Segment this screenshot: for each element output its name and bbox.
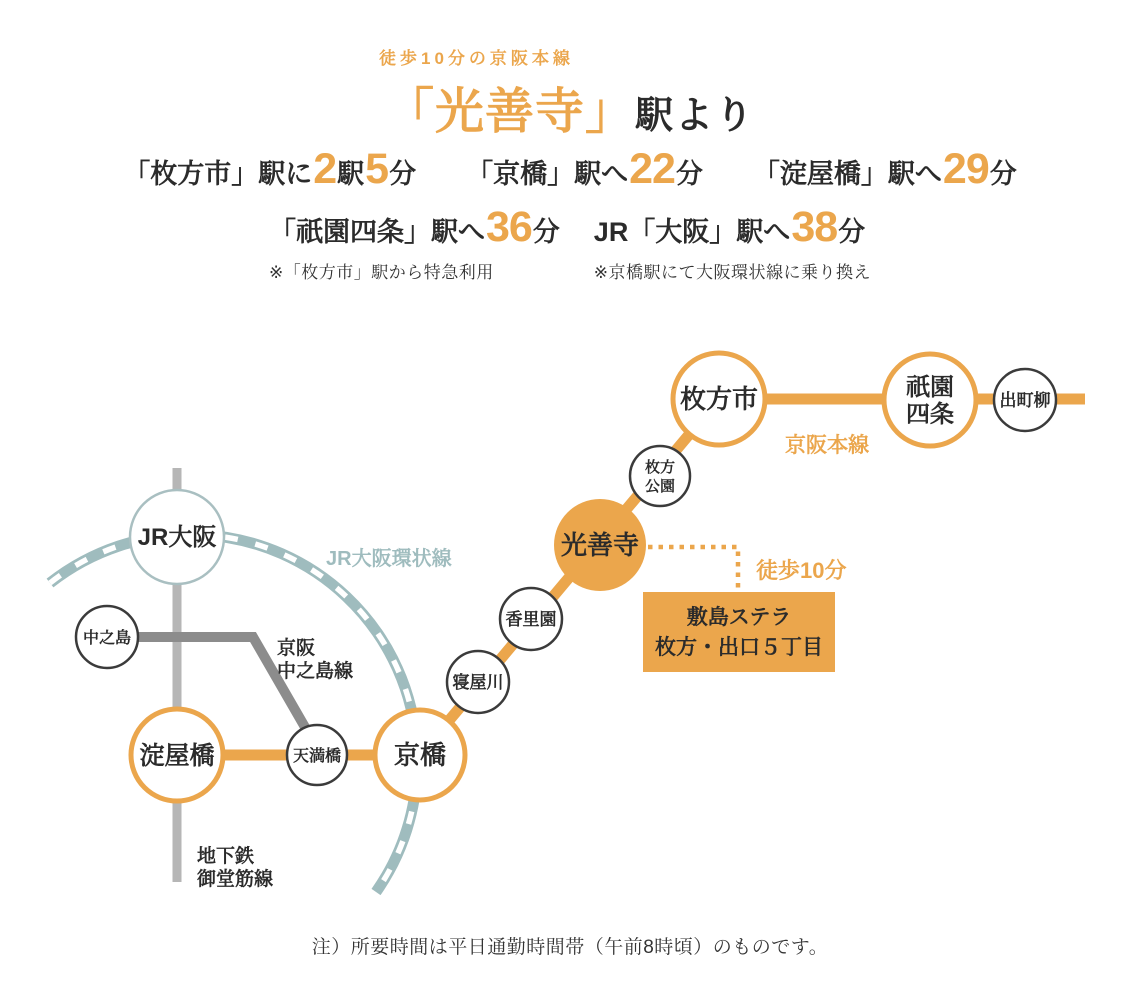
keihan-main-line-label: 京阪本線: [785, 434, 869, 457]
title-suffix: 駅より: [635, 95, 756, 137]
route-map-diagram: [0, 340, 1140, 915]
route-number: 5: [365, 145, 389, 193]
walk-dotted-line: [648, 547, 738, 588]
station-hirakata-koen: [630, 446, 690, 506]
station-label-line2: 四条: [906, 401, 954, 428]
jr-loop-line-label: JR大阪環状線: [326, 548, 452, 570]
station-kyobashi: [375, 710, 465, 800]
station-temmabashi: [287, 725, 347, 785]
station-label-line2: 公園: [644, 478, 676, 495]
station-label: 京橋: [393, 740, 447, 770]
route-yodoyabashi: [752, 145, 1017, 193]
station-kozenji: [554, 499, 646, 591]
title-subtitle: 徒歩10分の京阪本線: [378, 49, 574, 68]
destination-box: [643, 592, 835, 672]
route-text: 分: [532, 217, 560, 247]
routes-row-1: [0, 145, 1140, 193]
station-label: 淀屋橋: [139, 742, 215, 770]
station-jr-osaka: [130, 490, 224, 584]
station-label-line1: 祇園: [906, 374, 954, 401]
station-neyagawa: [447, 651, 509, 713]
route-text: 「京橋」駅へ: [466, 159, 629, 189]
route-number: 38: [791, 203, 838, 251]
route-kyobashi: [466, 145, 703, 193]
destination-name-line1: 敷島ステラ: [686, 606, 792, 629]
station-label: 光善寺: [560, 530, 640, 560]
title-line: [385, 73, 755, 143]
page-title: [378, 44, 756, 143]
route-line: [466, 145, 703, 193]
station-label: 枚方市: [679, 384, 759, 414]
station-demachiyanagi: [994, 369, 1056, 431]
station-label: 香里園: [505, 610, 557, 629]
route-note: ※京橋駅にて大阪環状線に乗り換え: [593, 263, 872, 282]
route-jr-osaka: [593, 203, 872, 283]
route-line: [123, 145, 417, 193]
station-yodoyabashi: [131, 709, 223, 801]
destination-name-line2: 枚方・出口５丁目: [655, 636, 823, 659]
routes-row-2: [0, 203, 1140, 283]
route-text: 分: [838, 217, 866, 247]
station-label: 寝屋川: [452, 673, 504, 692]
keihan-nakanoshima-label-line2: 中之島線: [277, 661, 354, 682]
station-gion-shijo: [884, 354, 976, 446]
jr-loop-line: [50, 534, 417, 892]
station-label: 出町柳: [999, 391, 1051, 410]
route-line: [268, 203, 560, 251]
station-label: 天満橋: [292, 748, 342, 765]
route-text: 「枚方市」駅に: [123, 159, 313, 189]
route-text: 分: [989, 159, 1017, 189]
station-label: JR大阪: [137, 524, 217, 551]
station-label: 中之島: [82, 630, 132, 647]
route-note: ※「枚方市」駅から特急利用: [268, 263, 494, 282]
station-hirakatashi: [673, 353, 765, 445]
midosuji-label-line1: 地下鉄: [197, 846, 255, 867]
route-text: 駅: [337, 159, 365, 189]
route-gion-shijo: [268, 203, 560, 283]
route-hirakatashi: [123, 145, 417, 193]
title-station-name: 「光善寺」: [384, 85, 635, 139]
route-text: 分: [675, 159, 703, 189]
route-line: [593, 203, 871, 251]
keihan-nakanoshima-label-line1: 京阪: [277, 638, 316, 659]
footer-note: 注）所要時間は平日通勤時間帯（午前8時頃）のものです。: [311, 937, 829, 958]
station-nakanoshima: [76, 606, 138, 668]
station-korien: [500, 588, 562, 650]
route-number: 36: [485, 203, 532, 251]
route-text: 「祇園四条」駅へ: [268, 217, 485, 247]
route-text: 「淀屋橋」駅へ: [752, 159, 942, 189]
midosuji-label-line2: 御堂筋線: [197, 869, 274, 890]
route-number: 22: [629, 145, 675, 193]
route-number: 29: [942, 145, 989, 193]
station-label-line1: 枚方: [644, 459, 676, 476]
jr-loop-line-dashes: [50, 534, 417, 892]
route-text: JR「大阪」駅へ: [593, 217, 791, 247]
route-number: 2: [313, 145, 337, 193]
walk-time-label: 徒歩10分: [756, 558, 847, 583]
route-text: 分: [389, 159, 417, 189]
route-line: [752, 145, 1017, 193]
